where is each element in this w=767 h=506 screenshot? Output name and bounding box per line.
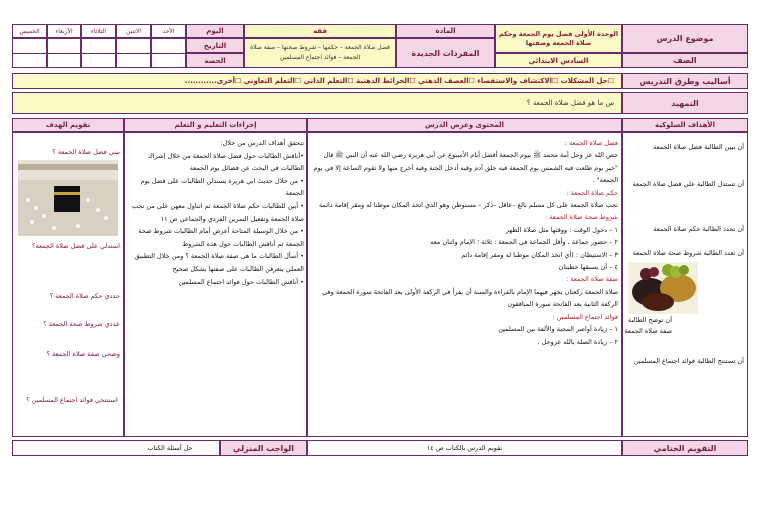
eval-4: عددي شروط صحة الجمعة ؟ xyxy=(43,320,120,328)
day-monday: الاثنين xyxy=(126,27,141,35)
procedure-4: • من خلال الوسيلة المتاحة أعرض أمام الطالبات شروط صحة الجمعة ثم أناقش الطالبات حول هذه الشروط xyxy=(138,227,304,248)
day-tuesday: الثلاثاء xyxy=(90,27,107,35)
col-content: المحتوى وعرض الدرس xyxy=(425,121,504,129)
procedure-5: • أسأل الطالبات ما هي صفة صلاة الجمعة ؟ ومن خلال التطبيق العملي يتعرفن الطالبات على صفتها بشكل صحيح xyxy=(134,252,304,273)
new-vocab-value: فضل صلاة الجمعة – حكمها – شروط صحتها – صفة صلاة الجمعة – فوائد اجتماع المسلمين xyxy=(250,44,390,61)
procedure-2: • من خلال حديث ابي هريرة يستدلن الطالبات على فضل يوم الجمعة xyxy=(140,176,304,198)
procedure-1: •أناقش الطالبات حول فضل صلاة الجمعة من خلال إشراك الطالبات في البحث عن فضائل يوم الجمعة xyxy=(147,151,304,173)
content-cond-1: ١ – دخول الوقت : ووقتها مثل صلاة الظهر xyxy=(505,225,618,234)
day-label: اليوم xyxy=(206,27,224,35)
new-vocab-label: المفردات الجديدة xyxy=(411,48,480,58)
subject-label: المادة xyxy=(435,27,456,35)
kaaba-image xyxy=(18,160,118,236)
content-p2: تجب صلاة الجمعة على كل مسلم بالغ –عاقل –ذكر – مستوطن وهو الذي اتخذ المكان موطنا له ومقر إقامة دائمة xyxy=(318,201,618,210)
content-block xyxy=(312,137,618,348)
objective-5: أن توضح الطالبة صفة صلاة الجمعة xyxy=(624,316,672,335)
content-benefit-1: ١ – زيادة أواصر المحبة والألفة بين المسلمين xyxy=(498,325,618,334)
intro-label: التمهيد xyxy=(671,98,699,108)
procedure-3: • أبين للطالبات حكم صلاة الجمعة ثم اتناول معهن على من تجب صلاة الجمعة وتفعيل التمرين الفردي والجماعي ص ١١ xyxy=(131,201,304,223)
content-p4: صلاة الجمعة ركعتان يجهر فيهما الإمام بالقراءة والسنة أن يقرأ في الركعة الأولى بعد الفاتحة سورة الجمعة وفي الركعة الثانية بعد الفاتحة سورة المنافقون xyxy=(322,287,618,309)
grade-label: الصف xyxy=(673,56,697,65)
topic-label: موضوع الدرس xyxy=(656,34,714,43)
content-benefit-2: ٢ – زيادة الصلة بالله عزوجل . xyxy=(537,337,618,346)
final-eval-label: التقويم الختامي xyxy=(653,443,717,453)
content-h5: فوائد اجتماع المسلمين : xyxy=(552,312,618,321)
eval-5: وضحي صفة صلاة الجمعة ؟ xyxy=(46,350,120,358)
methods-value: ☐حل المشكلات ☐الاكتشاف والاستقصاء ☐العصف الذهني ☐الخرائط الذهنية ☐التعلم الذاتي ☐التعلم التعاوني ☐أخرى............ xyxy=(184,77,614,85)
col-objectives: الأهداف السلوكية xyxy=(654,121,716,129)
col-evaluation: تقويم الهدف xyxy=(45,121,91,129)
day-wednesday: الأربعاء xyxy=(55,27,73,35)
eval-6: استنتجي فوائد اجتماع المسلمين ؟ xyxy=(26,396,118,404)
homework-value: حل أسئلة الكتاب xyxy=(147,444,193,452)
date-label: التاريخ xyxy=(203,41,227,50)
eval-1: بيني فضل صلاة الجمعة ؟ xyxy=(52,148,120,156)
content-cond-4: ٤ – أن يسبقها خطبتان xyxy=(558,263,618,272)
content-p1: خص الله عز وجل أمة محمد ﷺ بيوم الجمعة أفضل أيام الأسبوع عن أبي هريرة رضي الله عنه أن النبي ﷺ قال "خير يوم طلعت فيه الشمس يوم الجمعة فيه خلق آدم وفيه أدخل الجنة وفيه أخرج منها ولا تقوم الساعة إلا في يوم الجمعة" . xyxy=(313,151,618,185)
content-h4: صفة صلاة الجمعة : xyxy=(566,275,618,284)
homework-label: الواجب المنزلي xyxy=(233,443,294,453)
eval-3: حددي حكم صلاة الجمعة ؟ xyxy=(49,292,120,300)
objective-6: أن تستنتج الطالبة فوائد اجتماع المسلمين xyxy=(633,357,744,365)
content-h2: حكم صلاة الجمعة : xyxy=(566,188,618,197)
objective-2: أن تستدل الطالبة على فضل صلاة الجمعة xyxy=(632,180,744,188)
content-cond-2: ٢ – حضور جماعة ، وأقل الجماعة في الجمعة : ثلاثة ؛ الإمام واثنان معه xyxy=(430,238,618,247)
dates-raisins-image xyxy=(628,262,698,314)
procedure-6: • أناقش الطالبات حول فوائد اجتماع المسلمين xyxy=(178,277,304,286)
unit-title: الوحدة الأولى فضل يوم الجمعة وحكم صلاة الجمعة وصفتها xyxy=(498,29,619,47)
procedures-block xyxy=(128,137,304,288)
methods-label: أساليب وطرق التدريس xyxy=(639,76,731,86)
objective-4: أن تعدد الطالبة شروط صحة صلاة الجمعة xyxy=(632,249,744,257)
content-h3: شروط صحة صلاة الجمعة : xyxy=(544,213,618,222)
grade-value: السادس الابتدائي xyxy=(528,56,589,65)
day-sunday: الأحد xyxy=(162,27,175,35)
period-label: الحصة xyxy=(204,56,226,65)
eval-2: استدلي على فضل صلاة الجمعة؟ xyxy=(31,242,120,250)
col-procedures: إجراءات التعليم و التعلم xyxy=(174,121,257,129)
procedure-intro: تتحقق أهداف الدرس من خلال: xyxy=(220,139,304,147)
intro-question: س ما هو فضل صلاة الجمعة ؟ xyxy=(526,99,614,107)
final-eval-value: تقويم الدرس بالكتاب ص ١٤ xyxy=(426,444,503,452)
content-cond-3: ٣ – الاستيطان : (أي اتخذ المكان موطنا له ومقر إقامة دائم xyxy=(461,250,618,259)
objective-1: أن تبين الطالبة فضل صلاة الجمعة xyxy=(653,143,744,151)
day-thursday: الخميس xyxy=(19,27,40,35)
subject-value: فقه xyxy=(313,27,327,35)
objective-3: أن تحدد الطالبة حكم صلاة الجمعة xyxy=(653,225,744,233)
content-h1: فضل صلاة الجمعة : xyxy=(564,139,618,147)
